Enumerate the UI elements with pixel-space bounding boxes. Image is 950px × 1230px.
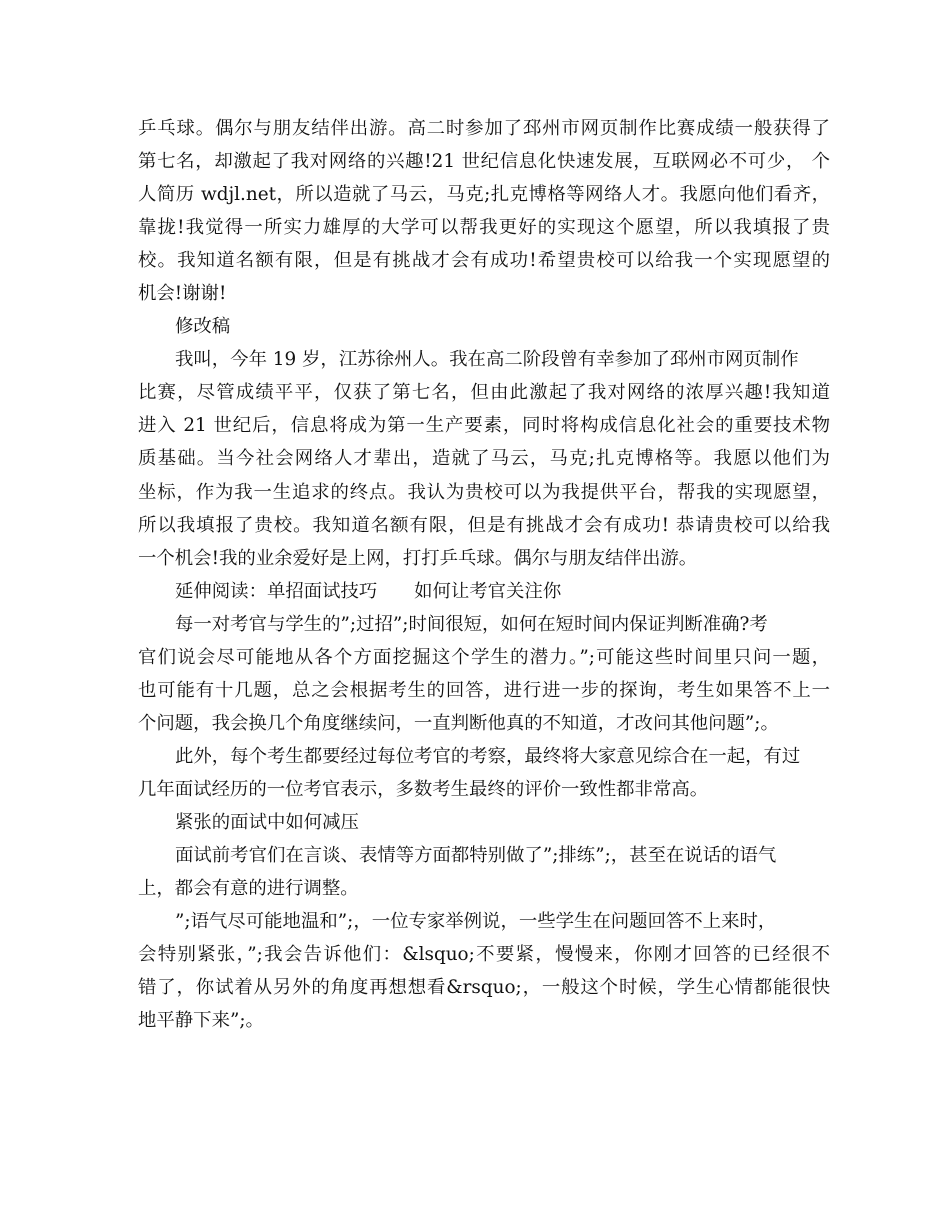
- text-line: 比赛，尽管成绩平平，仅获了第七名，但由此激起了我对网络的浓厚兴趣!我知道: [138, 382, 830, 404]
- text-line: 也可能有十几题，总之会根据考生的回答，进行进一步的探询，考生如果答不上一: [138, 679, 830, 701]
- text-line: 个问题，我会换几个角度继续问，一直判断他真的不知道，才改问其他问题”;。: [138, 712, 779, 734]
- text-line: 紧张的面试中如何减压: [175, 811, 359, 833]
- text-line: 进入 21 世纪后，信息将成为第一生产要素，同时将构成信息化社会的重要技术物: [138, 415, 830, 437]
- text-line: 机会!谢谢!: [138, 283, 227, 305]
- text-line: 我叫，今年 19 岁，江苏徐州人。我在高二阶段曾有幸参加了邳州市网页制作: [175, 349, 799, 371]
- text-line: 一个机会!我的业余爱好是上网，打打乒乓球。偶尔与朋友结伴出游。: [138, 547, 698, 569]
- text-line: 官们说会尽可能地从各个方面挖掘这个学生的潜力。”;可能这些时间里只问一题，: [138, 646, 830, 668]
- text-line: ”;语气尽可能地温和”;，一位专家举例说，一些学生在问题回答不上来时，: [175, 911, 777, 933]
- text-line: 几年面试经历的一位考官表示，多数考生最终的评价一致性都非常高。: [138, 778, 709, 800]
- text-line: 地平静下来”;。: [138, 1010, 264, 1032]
- text-line: 乒乓球。偶尔与朋友结伴出游。高二时参加了邳州市网页制作比赛成绩一般获得了: [138, 118, 830, 139]
- text-line: 会特别紧张，”;我会告诉他们：&lsquo;不要紧，慢慢来，你刚才回答的已经很不: [138, 944, 830, 966]
- text-line: 所以我填报了贵校。我知道名额有限，但是有挑战才会有成功! 恭请贵校可以给我: [138, 514, 830, 536]
- text-line: 坐标，作为我一生追求的终点。我认为贵校可以为我提供平台，帮我的实现愿望，: [138, 481, 830, 503]
- text-line: 修改稿: [175, 316, 231, 338]
- text-line: 质基础。当今社会网络人才辈出，造就了马云，马克;扎克博格等。我愿以他们为: [138, 448, 830, 470]
- text-line: 第七名，却激起了我对网络的兴趣!21 世纪信息化快速发展，互联网必不可少， 个: [138, 151, 830, 173]
- text-line: 每一对考官与学生的”;过招”;时间很短，如何在短时间内保证判断准确?考: [175, 613, 768, 635]
- text-line: 面试前考官们在言谈、表情等方面都特别做了”;排练”;，甚至在说话的语气: [175, 845, 777, 867]
- text-line: 人简历 wdjl.net，所以造就了马云，马克;扎克博格等网络人才。我愿向他们看齐，: [138, 184, 830, 206]
- document-page: [138, 112, 830, 1037]
- text-line: 错了，你试着从另外的角度再想想看&rsquo;，一般这个时候，学生心情都能很快: [138, 977, 830, 999]
- text-line: 延伸阅读：单招面试技巧 如何让考官关注你: [175, 580, 562, 602]
- text-line: 上，都会有意的进行调整。: [138, 878, 359, 900]
- text-line: 靠拢!我觉得一所实力雄厚的大学可以帮我更好的实现这个愿望，所以我填报了贵: [138, 217, 830, 239]
- text-line: 校。我知道名额有限，但是有挑战才会有成功!希望贵校可以给我一个实现愿望的: [138, 250, 830, 272]
- text-line: 此外，每个考生都要经过每位考官的考察，最终将大家意见综合在一起，有过: [175, 745, 801, 767]
